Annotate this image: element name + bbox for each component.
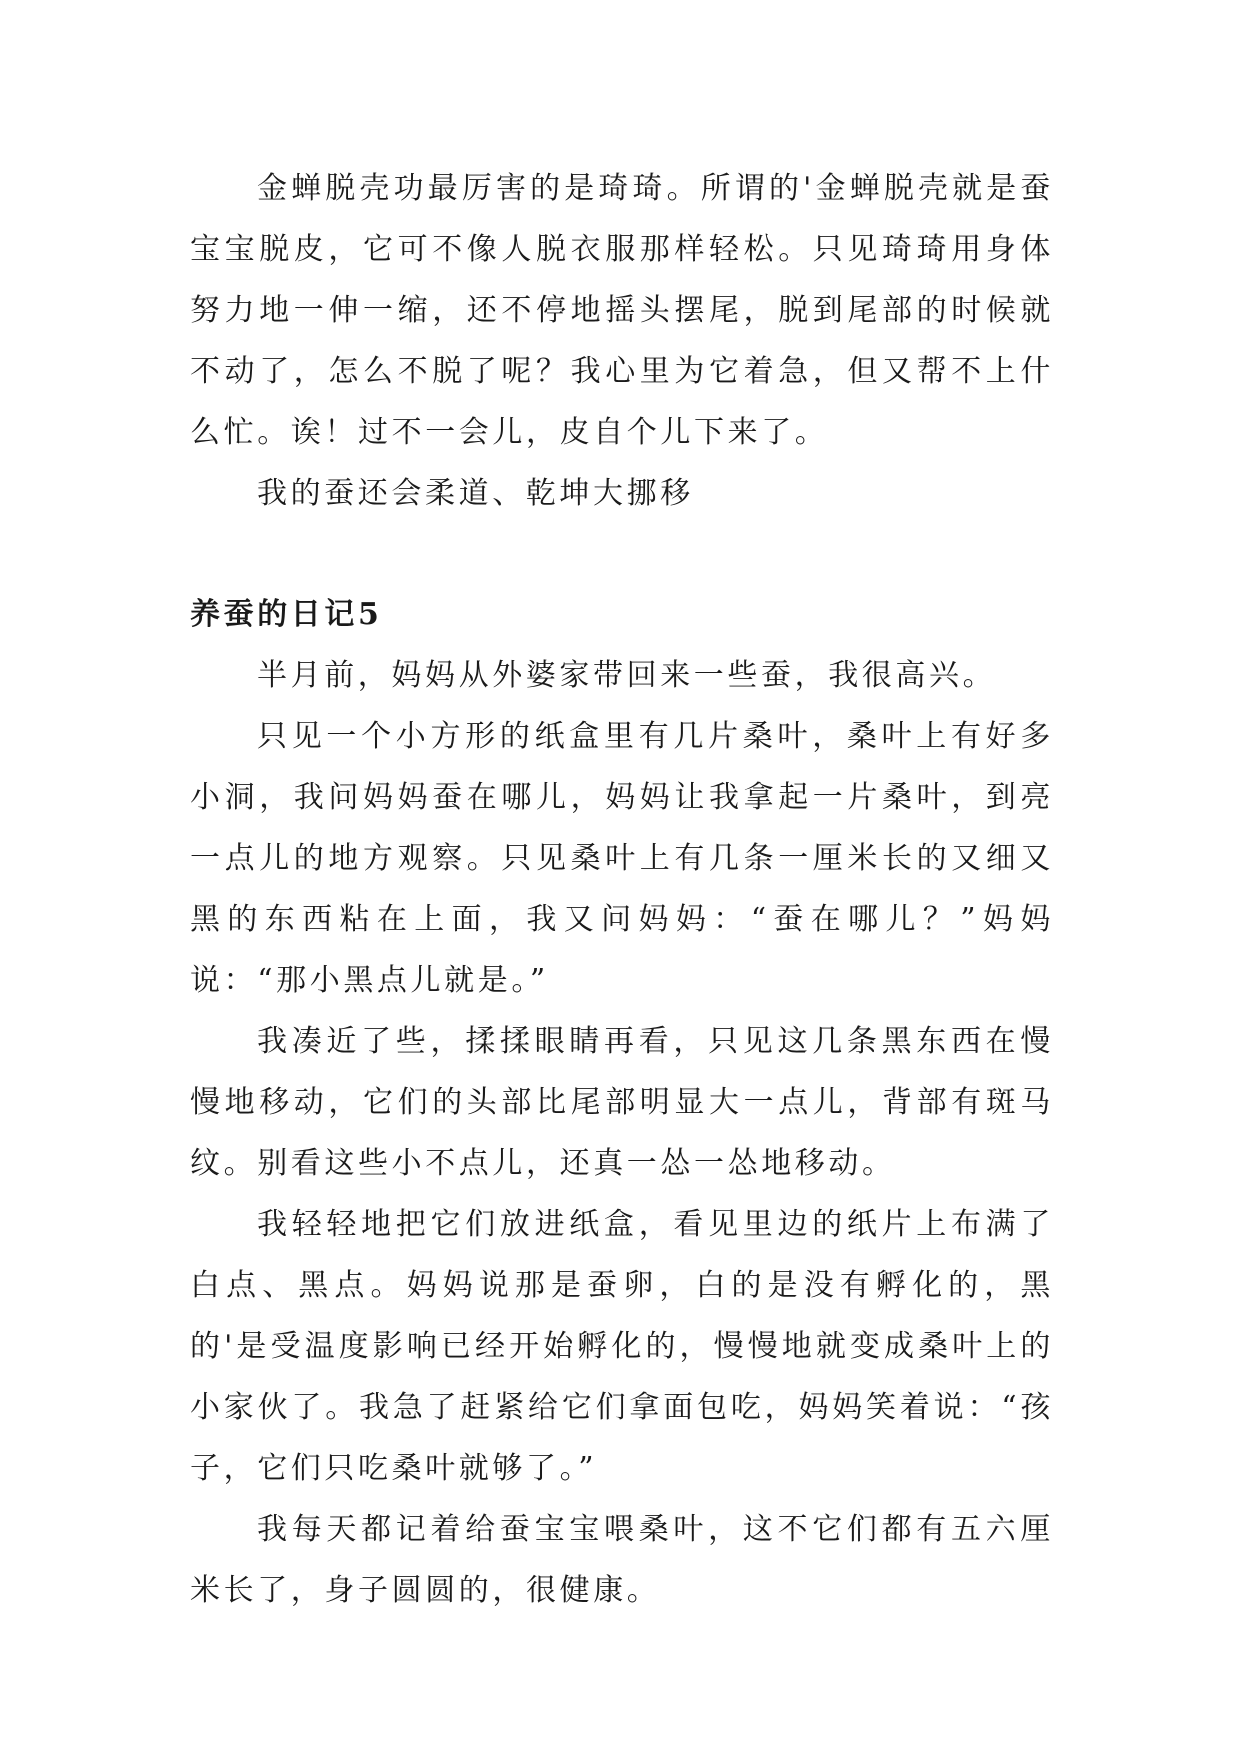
section-title: 养蚕的日记5 (190, 597, 383, 632)
paragraph-feeding: 我每天都记着给蚕宝宝喂桑叶，这不它们都有五六厘米长了，身子圆圆的，很健康。 (190, 1512, 1054, 1608)
paragraph-eggs: 我轻轻地把它们放进纸盒，看见里边的纸片上布满了白点、黑点。妈妈说那是蚕卵，白的是没有孵化的，黑的'是受温度影响已经开始孵化的，慢慢地就变成桑叶上的小家伙了。我急了赶紧给它们拿面包吃，妈妈笑着说：“孩子，它们只吃桑叶就够了。” (190, 1207, 1054, 1486)
section-gap (190, 524, 1054, 584)
paragraph-molting: 金蝉脱壳功最厉害的是琦琦。所谓的'金蝉脱壳就是蚕宝宝脱皮，它可不像人脱衣服那样轻松。只见琦琦用身体努力地一伸一缩，还不停地摇头摆尾，脱到尾部的时候就不动了，怎么不脱了呢？我心里为它着急，但又帮不上什么忙。诶！过不一会儿，皮自个儿下来了。 (190, 171, 1054, 450)
paragraph-judo: 我的蚕还会柔道、乾坤大挪移 (257, 476, 694, 511)
paragraph-paper-box: 只见一个小方形的纸盒里有几片桑叶，桑叶上有好多小洞，我问妈妈蚕在哪儿，妈妈让我拿起一片桑叶，到亮一点儿的地方观察。只见桑叶上有几条一厘米长的又细又黑的东西粘在上面，我又问妈妈：“蚕在哪儿？”妈妈说：“那小黑点儿就是。” (190, 719, 1054, 998)
paragraph-closer-look: 我凑近了些，揉揉眼睛再看，只见这几条黑东西在慢慢地移动，它们的头部比尾部明显大一点儿，背部有斑马纹。别看这些小不点儿，还真一怂一怂地移动。 (190, 1024, 1054, 1181)
paragraph-half-month: 半月前，妈妈从外婆家带回来一些蚕，我很高兴。 (257, 658, 997, 693)
document-page (190, 158, 1054, 1621)
